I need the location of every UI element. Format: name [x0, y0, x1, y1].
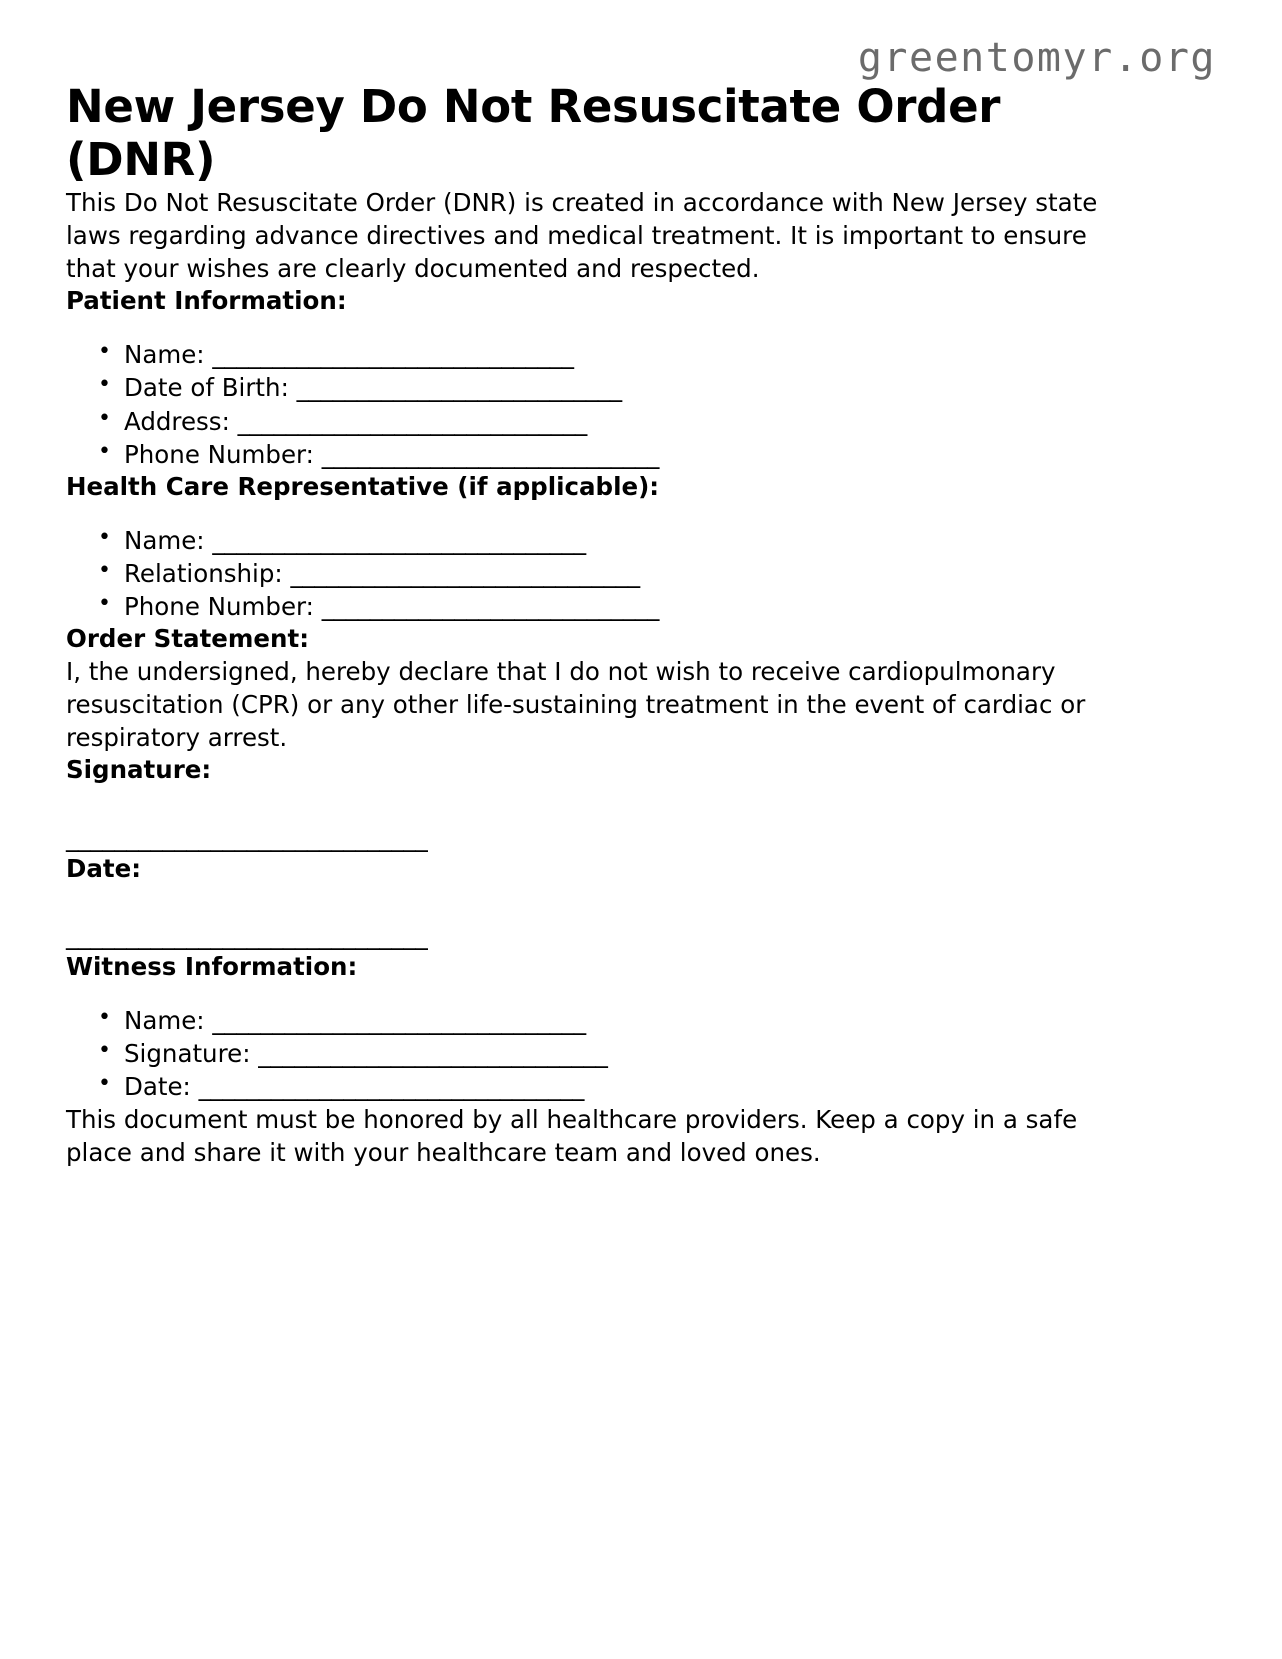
- field-label: Date:: [124, 1072, 191, 1102]
- field-blank[interactable]: _____________________________: [258, 1038, 608, 1068]
- section-heading-health-care-representative: Health Care Representative (if applicable):: [66, 471, 660, 501]
- field-blank[interactable]: _______________________________: [212, 1005, 586, 1035]
- list-item: [124, 1004, 1216, 1037]
- field-blank[interactable]: ______________________________: [212, 340, 574, 370]
- list-item: [124, 1070, 1216, 1103]
- intro-paragraph: This Do Not Resuscitate Order (DNR) is created in accordance with New Jersey state laws regarding advance directives and medical treatment. It is important to ensure that your wishes are clearly documented and respected.: [66, 188, 1098, 284]
- field-label: Name:: [124, 525, 205, 555]
- field-label: Name:: [124, 340, 205, 370]
- order-statement-paragraph: I, the undersigned, hereby declare that I do not wish to receive cardiopulmonary resuscitation (CPR) or any other life-sustaining treatment in the event of cardiac or respiratory arrest.: [66, 657, 1086, 753]
- field-label: Phone Number:: [124, 439, 314, 469]
- date-blank-line[interactable]: ______________________________: [66, 921, 428, 951]
- field-label: Phone Number:: [124, 592, 314, 622]
- field-blank[interactable]: ___________________________: [296, 373, 622, 403]
- list-item: [124, 1037, 1216, 1070]
- list-item: [124, 405, 1216, 438]
- representative-field-list: [66, 524, 1216, 624]
- section-heading-date: Date:: [66, 853, 141, 883]
- closing-paragraph: This document must be honored by all healthcare providers. Keep a copy in a safe place and share it with your healthcare team and loved ones.: [66, 1105, 1078, 1168]
- signature-blank-line[interactable]: ______________________________: [66, 823, 428, 853]
- section-heading-witness-information: Witness Information:: [66, 951, 358, 981]
- field-blank[interactable]: ____________________________: [321, 439, 660, 469]
- page-title: New Jersey Do Not Resuscitate Order (DNR): [66, 80, 1001, 187]
- list-item: [124, 524, 1216, 557]
- field-label: Relationship:: [124, 559, 283, 588]
- section-heading-signature: Signature:: [66, 755, 212, 785]
- list-item: [124, 590, 1216, 623]
- field-blank[interactable]: ________________________________: [198, 1072, 585, 1102]
- field-blank[interactable]: _____________________________: [237, 406, 588, 436]
- list-item: [124, 371, 1216, 404]
- list-item: [124, 557, 1216, 590]
- patient-information-field-list: [66, 338, 1216, 471]
- field-label: Address:: [124, 406, 230, 436]
- field-blank[interactable]: _____________________________: [290, 559, 640, 588]
- field-blank[interactable]: _______________________________: [212, 525, 586, 555]
- list-item: [124, 338, 1216, 371]
- field-label: Date of Birth:: [124, 373, 289, 403]
- list-item: [124, 438, 1216, 471]
- site-watermark: greentomyr.org: [857, 35, 1216, 81]
- section-heading-order-statement: Order Statement:: [66, 624, 309, 654]
- field-label: Name:: [124, 1005, 205, 1035]
- field-blank[interactable]: ____________________________: [321, 592, 660, 622]
- section-heading-patient-information: Patient Information:: [66, 286, 347, 316]
- field-label: Signature:: [124, 1038, 251, 1068]
- witness-information-field-list: [66, 1004, 1216, 1104]
